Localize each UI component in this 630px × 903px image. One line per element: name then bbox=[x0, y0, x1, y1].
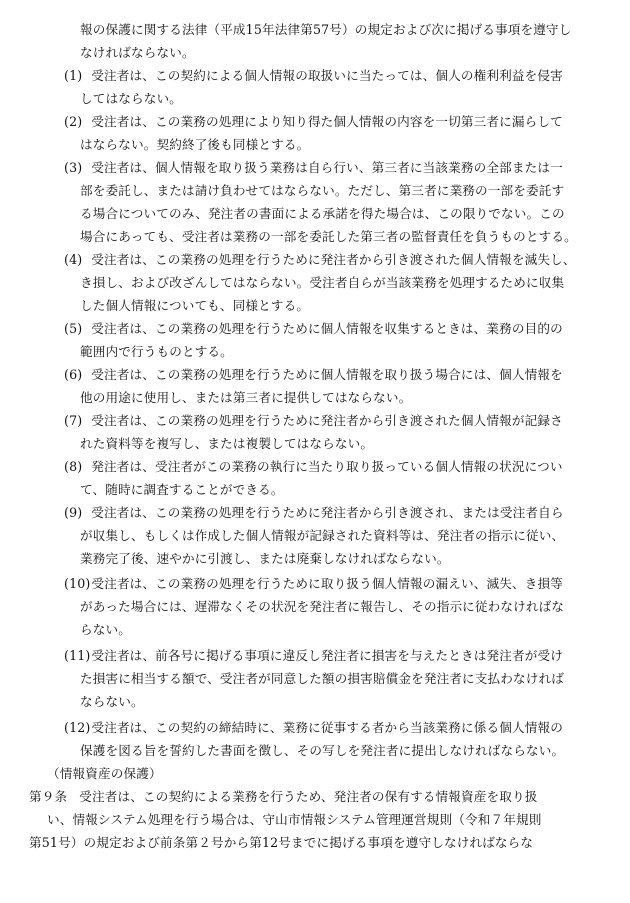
item-12-line-1: 受注者は、この契約の締結時に、業務に従事する者から当該業務に係る個人情報の bbox=[91, 720, 563, 735]
item-4 bbox=[64, 249, 576, 271]
item-5 bbox=[64, 318, 563, 340]
item-5-line-1: 受注者は、この業務の処理を行うために個人情報を収集するときは、業務の目的の bbox=[91, 321, 563, 336]
item-12-label: (12) bbox=[64, 720, 91, 735]
item-5-label: (5) bbox=[64, 321, 83, 336]
item-11-line-2: た損害に相当する額で、受注者が同意した額の損害賠償金を発注者に支払わなければ bbox=[80, 671, 565, 686]
article-9-line-2: い、情報システム処理を行う場合は、守山市情報システム管理運営規則（令和７年規則 bbox=[47, 812, 542, 827]
item-2-line-2: はならない。契約終了後も同様とする。 bbox=[80, 137, 310, 152]
item-3-line-2: 部を委託し、または請け負わせてはならない。ただし、第三者に業務の一部を委託す bbox=[80, 183, 565, 198]
item-9-line-3: 業務完了後、速やかに引渡し、または廃棄しなければならない。 bbox=[80, 551, 450, 566]
item-7-line-2: れた資料等を複写し、または複製してはならない。 bbox=[80, 436, 374, 451]
item-3 bbox=[64, 157, 563, 179]
item-12-line-2: 保護を図る旨を誓約した書面を徴し、その写しを発注者に提出しなければならない。 bbox=[80, 743, 565, 758]
item-11-line-1: 受注者は、前各号に掲げる事項に違反し発注者に損害を与えたときは発注者が受け bbox=[91, 648, 563, 663]
item-1-line-1: 受注者は、この契約による個人情報の取扱いに当たっては、個人の権利利益を侵害 bbox=[91, 68, 563, 83]
item-7 bbox=[64, 410, 563, 432]
item-8-label: (8) bbox=[64, 459, 83, 474]
item-3-line-1: 受注者は、個人情報を取り扱う業務は自ら行い、第三者に当該業務の全部または一 bbox=[91, 160, 563, 175]
item-6-label: (6) bbox=[64, 367, 83, 382]
item-1 bbox=[64, 65, 563, 87]
article-9-line-3: 第51号）の規定および前条第２号から第12号までに掲げる事項を遵守しなければならな bbox=[29, 835, 534, 850]
item-9-line-1: 受注者は、この業務の処理を行うために発注者から引き渡され、または受注者自ら bbox=[91, 505, 564, 520]
item-2 bbox=[64, 111, 563, 133]
item-10-line-3: らない。 bbox=[80, 622, 131, 637]
item-11 bbox=[64, 645, 563, 667]
item-10 bbox=[64, 573, 563, 595]
item-4-line-1: 受注者は、この業務の処理を行うために発注者から引き渡された個人情報を滅失し、 bbox=[91, 252, 576, 267]
item-7-label: (7) bbox=[64, 413, 83, 428]
item-9-label: (9) bbox=[64, 505, 83, 520]
item-4-line-2: き損し、および改ざんしてはならない。受注者自らが当該業務を処理するために収集 bbox=[80, 275, 565, 290]
item-9 bbox=[64, 502, 564, 524]
item-6 bbox=[64, 364, 563, 386]
article-9 bbox=[29, 786, 538, 808]
item-11-line-3: ならない。 bbox=[80, 694, 144, 709]
intro-line-2: なければならない。 bbox=[80, 45, 195, 60]
item-4-label: (4) bbox=[64, 252, 83, 267]
item-10-line-1: 受注者は、この業務の処理を行うために取り扱う個人情報の漏えい、滅失、き損等 bbox=[91, 576, 563, 591]
item-3-line-4: 場合にあっても、受注者は業務の一部を委託した第三者の監督責任を負うものとする。 bbox=[80, 229, 577, 244]
item-3-label: (3) bbox=[64, 160, 83, 175]
item-6-line-2: 他の用途に使用し、または第三者に提供してはならない。 bbox=[80, 390, 412, 405]
item-1-label: (1) bbox=[64, 68, 83, 83]
item-11-label: (11) bbox=[64, 648, 91, 663]
item-10-line-2: があった場合には、遅滞なくその状況を発注者に報告し、その指示に従わなければな bbox=[80, 599, 565, 614]
item-10-label: (10) bbox=[64, 576, 91, 591]
section-heading: （情報資産の保護） bbox=[47, 766, 162, 781]
article-9-label: 第９条 bbox=[29, 789, 68, 804]
item-8 bbox=[64, 456, 563, 478]
article-9-line-1: 受注者は、この契約による業務を行うため、発注者の保有する情報資産を取り扱 bbox=[79, 789, 538, 804]
item-3-line-3: る場合についてのみ、発注者の書面による承諾を得た場合は、この限りでない。この bbox=[80, 206, 565, 221]
item-7-line-1: 受注者は、この業務の処理を行うために発注者から引き渡された個人情報が記録さ bbox=[91, 413, 563, 428]
item-9-line-2: が収集し、もしくは作成した個人情報が記録された資料等は、発注者の指示に従い、 bbox=[80, 528, 565, 543]
item-6-line-1: 受注者は、この業務の処理を行うために個人情報を取り扱う場合には、個人情報を bbox=[91, 367, 563, 382]
item-4-line-3: した個人情報についても、同様とする。 bbox=[80, 298, 310, 313]
item-8-line-2: て、随時に調査することができる。 bbox=[80, 482, 284, 497]
intro-line-1: 報の保護に関する法律（平成15年法律第57号）の規定および次に掲げる事項を遵守し bbox=[80, 22, 572, 37]
item-2-label: (2) bbox=[64, 114, 83, 129]
item-2-line-1: 受注者は、この業務の処理により知り得た個人情報の内容を一切第三者に漏らして bbox=[91, 114, 563, 129]
item-1-line-2: してはならない。 bbox=[80, 91, 182, 106]
item-8-line-1: 発注者は、受注者がこの業務の執行に当たり取り扱っている個人情報の状況につい bbox=[91, 459, 563, 474]
item-5-line-2: 範囲内で行うものとする。 bbox=[80, 344, 233, 359]
item-12 bbox=[64, 717, 563, 739]
